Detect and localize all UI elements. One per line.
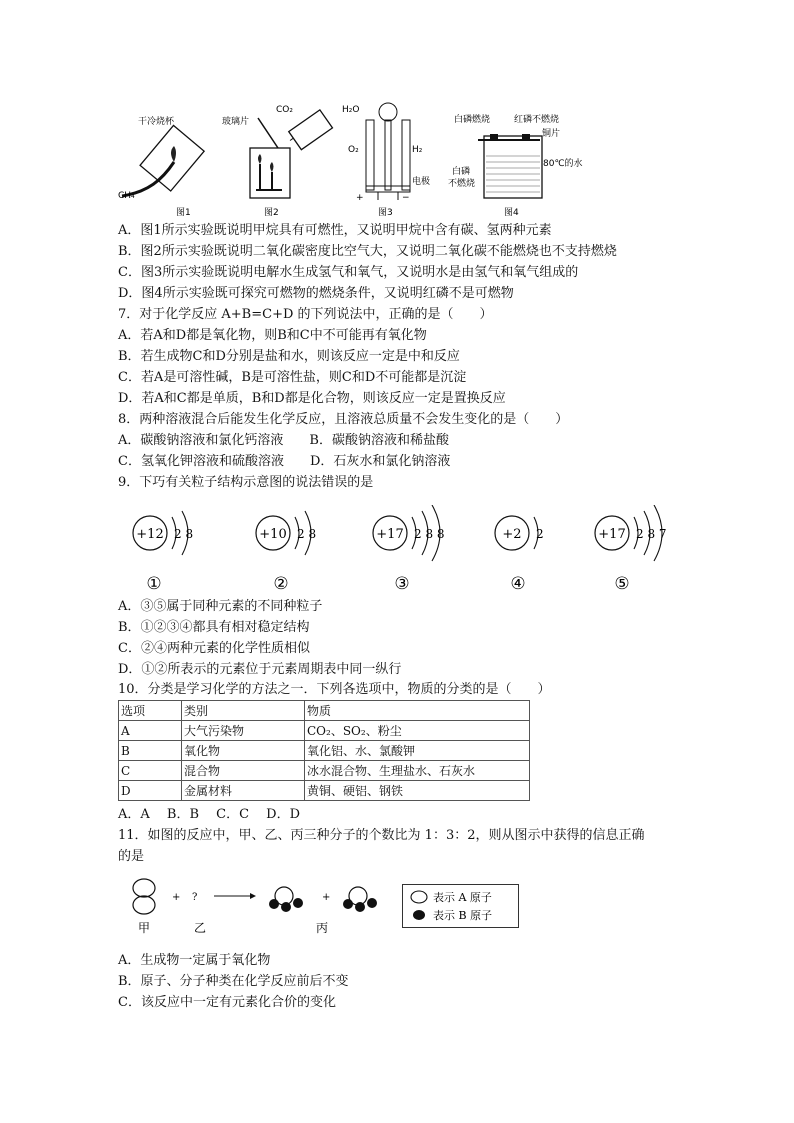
q7-option-a: A．若A和D都是氧化物，则B和C中不可能再有氧化物	[118, 328, 427, 343]
reaction-jia-label: 甲	[138, 921, 151, 935]
atom-5-nucleus: +17	[598, 527, 626, 542]
q7-option-b: B．若生成物C和D分别是盐和水，则该反应一定是中和反应	[118, 349, 460, 364]
reaction-diagram	[118, 876, 403, 936]
fig3-plus: +	[356, 193, 364, 203]
atom-3-nucleus: +17	[376, 527, 404, 542]
q6-option-a: A．图1所示实验既说明甲烷具有可燃性，又说明甲烷中含有碳、氢两种元素	[118, 223, 552, 238]
q6-option-d: D．图4所示实验既可探究可燃物的燃烧条件，又说明红磷不是可燃物	[118, 286, 514, 301]
atom-diagram-2	[243, 505, 353, 595]
table-row	[119, 761, 530, 781]
q11-stem-1: 11．如图的反应中，甲、乙、丙三种分子的个数比为 1：3：2，则从图示中获得的信息正确	[118, 828, 645, 843]
table-cell: A	[119, 721, 182, 741]
table-row	[119, 721, 530, 741]
atom-2-electrons: 2 8	[297, 527, 317, 541]
fig3-water-label: H₂O	[342, 105, 360, 115]
figure-1	[118, 100, 218, 218]
fig2-caption: 图2	[264, 208, 279, 218]
atom-3-label: ③	[394, 574, 410, 594]
fig4-copper: 铜片	[542, 129, 561, 139]
atom-b-legend-icon	[413, 910, 425, 920]
fig2-gas-label: CO₂	[276, 105, 293, 115]
atom-4-electrons: 2	[536, 527, 544, 541]
fig3-electrode-label: 电极	[412, 177, 431, 187]
table-cell: B	[119, 741, 182, 761]
reaction-yi-label: 乙	[194, 921, 207, 935]
fig1-gas-label: CH₄	[118, 191, 135, 201]
classification-table	[118, 700, 530, 801]
reaction-question: ?	[192, 892, 198, 903]
atom-5-label: ⑤	[614, 574, 630, 594]
atom-3-electrons: 2 8 8	[414, 527, 445, 541]
table-header-row	[119, 701, 530, 721]
reaction-legend	[402, 884, 519, 928]
q8-options-row2: C．氢氧化钾溶液和硫酸溶液 D．石灰水和氯化钠溶液	[118, 454, 451, 469]
q9-option-b: B．①②③④都具有相对稳定结构	[118, 620, 310, 635]
fig3-caption: 图3	[378, 208, 393, 218]
table-cell: C	[119, 761, 182, 781]
q8-options-row1: A．碳酸钠溶液和氯化钙溶液 B．碳酸钠溶液和稀盐酸	[118, 433, 449, 448]
fig2-plate-label: 玻璃片	[222, 117, 250, 127]
fig1-caption: 图1	[176, 208, 191, 218]
table-cell: 金属材料	[182, 781, 305, 801]
atom-diagram-4	[480, 505, 590, 595]
atom-diagram-5	[584, 505, 694, 595]
table-cell: 氧化物	[182, 741, 305, 761]
figure-2	[220, 100, 340, 218]
atom-diagram-3	[362, 505, 472, 595]
atom-1-nucleus: +12	[136, 527, 164, 542]
figure-4	[448, 100, 588, 218]
atom-2-nucleus: +10	[259, 527, 287, 542]
fig3-minus: −	[402, 193, 410, 203]
atom-1-electrons: 2 8	[174, 527, 194, 541]
table-row	[119, 741, 530, 761]
q8-stem: 8．两种溶液混合后能发生化学反应，且溶液总质量不会发生变化的是（ ）	[118, 412, 569, 427]
q7-option-c: C．若A是可溶性碱，B是可溶性盐，则C和D不可能都是沉淀	[118, 370, 467, 385]
fig3-o2-label: O₂	[348, 145, 359, 155]
table-cell: 冰水混合物、生理盐水、石灰水	[305, 761, 530, 781]
atom-a-legend-icon	[411, 891, 427, 903]
reaction-bing-label: 丙	[316, 921, 329, 935]
table-cell: 混合物	[182, 761, 305, 781]
atom-diagrams	[118, 505, 688, 595]
atom-5-electrons: 2 8 7	[636, 527, 667, 541]
q9-stem: 9．下巧有关粒子结构示意图的说法错误的是	[118, 475, 374, 490]
q7-option-d: D．若A和C都是单质，B和D都是化合物，则该反应一定是置换反应	[118, 391, 506, 406]
fig4-white-noburn-1: 白磷	[452, 167, 471, 177]
fig1-beaker-label: 干冷烧杯	[138, 117, 175, 127]
legend-b-label: 表示 B 原子	[433, 909, 493, 922]
fig4-water: 80℃的水	[543, 159, 583, 169]
atom-4-nucleus: +2	[502, 527, 522, 542]
q10-stem: 10．分类是学习化学的方法之一．下列各选项中，物质的分类的是（ ）	[118, 682, 551, 697]
atom-4-label: ④	[510, 574, 526, 594]
q11-option-b: B．原子、分子种类在化学反应前后不变	[118, 974, 349, 989]
figure-3	[340, 100, 440, 218]
q7-stem: 7．对于化学反应 A+B=C+D 的下列说法中，正确的是（ ）	[118, 307, 493, 322]
table-header-cell: 选项	[119, 701, 182, 721]
fig4-caption: 图4	[504, 208, 519, 218]
reaction-plus-1: +	[172, 892, 181, 903]
table-row	[119, 781, 530, 801]
atom-2-label: ②	[273, 574, 289, 594]
q9-option-c: C．②④两种元素的化学性质相似	[118, 641, 310, 656]
table-cell: D	[119, 781, 182, 801]
fig4-white-noburn-2: 不燃烧	[448, 179, 476, 189]
legend-a-label: 表示 A 原子	[433, 891, 492, 904]
table-cell: CO₂、SO₂、粉尘	[305, 721, 530, 741]
q11-stem-2: 的是	[118, 849, 145, 864]
q9-option-a: A．③⑤属于同种元素的不同种粒子	[118, 599, 323, 614]
table-cell: 大气污染物	[182, 721, 305, 741]
q6-option-c: C．图3所示实验既说明电解水生成氢气和氧气，又说明水是由氢气和氧气组成的	[118, 265, 579, 280]
atom-diagram-1	[118, 505, 228, 595]
q11-option-a: A．生成物一定属于氧化物	[118, 953, 271, 968]
fig3-h2-label: H₂	[412, 145, 423, 155]
table-header-cell: 物质	[305, 701, 530, 721]
reaction-plus-2: +	[322, 892, 331, 903]
table-header-cell: 类别	[182, 701, 305, 721]
q11-option-c: C．该反应中一定有元素化合价的变化	[118, 995, 336, 1010]
atom-1-label: ①	[146, 574, 162, 594]
fig4-red-noburn: 红磷不燃烧	[514, 115, 560, 125]
q6-option-b: B．图2所示实验既说明二氧化碳密度比空气大，又说明二氧化碳不能燃烧也不支持燃烧	[118, 244, 617, 259]
q9-option-d: D．①②所表示的元素位于元素周期表中同一纵行	[118, 662, 402, 677]
fig4-white-burn: 白磷燃烧	[454, 115, 491, 125]
q10-answers: A．A B．B C．C D．D	[118, 807, 301, 822]
table-cell: 黄铜、硬铝、钢铁	[305, 781, 530, 801]
table-cell: 氧化铝、水、氯酸钾	[305, 741, 530, 761]
